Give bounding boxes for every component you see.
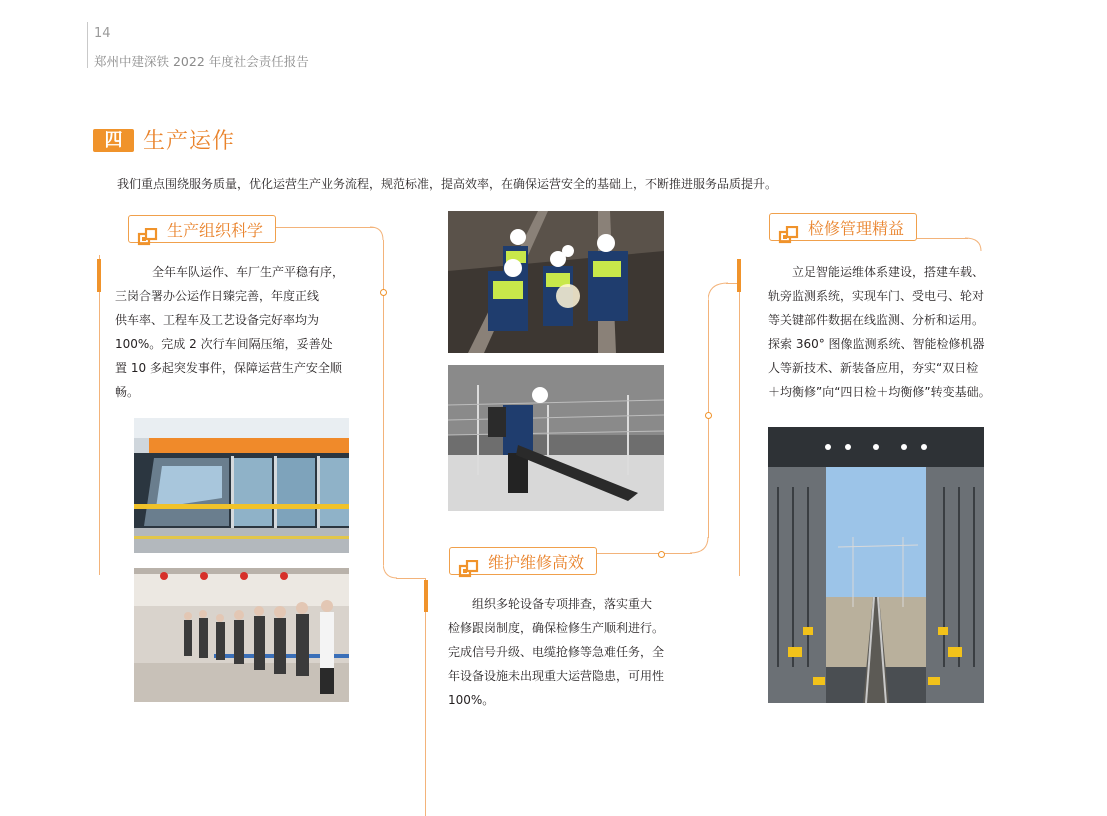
report-title: 郑州中建深铁 2022 年度社会责任报告: [94, 54, 309, 69]
connector-dot: [658, 551, 665, 558]
inspection-text: [768, 260, 1018, 404]
text-line: 检修跟岗制度，确保检修生产顺利进行。: [448, 621, 665, 635]
connector-line: [99, 255, 100, 575]
accent-bar: [424, 580, 428, 612]
photo-snow-clearing: [448, 365, 664, 511]
text-line: 探索 360° 图像监测系统、智能检修机器: [768, 337, 985, 351]
connector-line: [916, 238, 968, 239]
text-line: 100%。完成 2 次行车间隔压缩，妥善处: [115, 337, 333, 351]
connector-line: [396, 578, 426, 579]
gear-block-icon: [137, 228, 159, 250]
gear-block-icon: [778, 226, 800, 248]
photo-track-workers: [448, 211, 664, 353]
text-line: 置 10 多起突发事件，保障运营生产安全顺: [115, 361, 342, 375]
text-line: 供车率、工程车及工艺设备完好率均为: [115, 313, 320, 327]
tag-maintenance: [449, 547, 597, 575]
tag-production: [128, 215, 276, 243]
accent-bar: [737, 259, 741, 292]
connector-line: [596, 553, 692, 554]
photo-inspection-depot: [768, 427, 984, 703]
text-line: 三岗合署办公运作日臻完善，年度正线: [115, 289, 320, 303]
text-line: 等关键部件数据在线监测、分析和运用。: [768, 313, 985, 327]
connector-line: [708, 300, 709, 538]
connector-line: [270, 227, 375, 228]
header-rule: [87, 22, 88, 68]
gear-block-icon: [458, 560, 480, 582]
text-line: 完成信号升级、电缆抢修等急难任务，全: [448, 645, 665, 659]
photo-passenger-queue: [134, 568, 349, 702]
section-intro: 我们重点围绕服务质量，优化运营生产业务流程，规范标准，提高效率，在确保运营安全的基础上，不断推进服务品质提升。: [117, 177, 778, 191]
section-title: 生产运作: [143, 129, 236, 154]
text-line: 全年车队运作、车厂生产平稳有序，: [152, 265, 345, 279]
connector-dot: [380, 289, 387, 296]
page-number: 14: [94, 26, 111, 41]
text-line: 立足智能运维体系建设，搭建车载、: [792, 265, 985, 279]
tag-production-label: 生产组织科学: [167, 221, 264, 240]
connector-line: [739, 283, 740, 576]
photo-metro-platform: [134, 418, 349, 553]
tag-maintenance-label: 维护维修高效: [488, 553, 585, 572]
accent-bar: [97, 259, 101, 292]
text-line: 组织多轮设备专项排查，落实重大: [472, 597, 653, 611]
text-line: 年设备设施未出现重大运营隐患，可用性: [448, 669, 665, 683]
section-number-badge: 四: [93, 129, 134, 152]
connector-curve: [690, 537, 710, 555]
connector-curve: [965, 237, 985, 253]
text-line: 人等新技术、新装备应用，夯实“双日检: [768, 361, 979, 375]
text-line: 轨旁监测系统，实现车门、受电弓、轮对: [768, 289, 985, 303]
connector-curve: [708, 282, 730, 302]
text-line: ＋均衡修”向“四日检＋均衡修”转变基础。: [768, 385, 991, 399]
production-text: [115, 260, 365, 404]
maintenance-text: [448, 592, 678, 712]
tag-inspection-label: 检修管理精益: [808, 219, 905, 238]
text-line: 畅。: [115, 385, 140, 399]
connector-line: [425, 578, 426, 816]
connector-dot: [705, 412, 712, 419]
text-line: 100%。: [448, 693, 495, 707]
tag-inspection: [769, 213, 917, 241]
